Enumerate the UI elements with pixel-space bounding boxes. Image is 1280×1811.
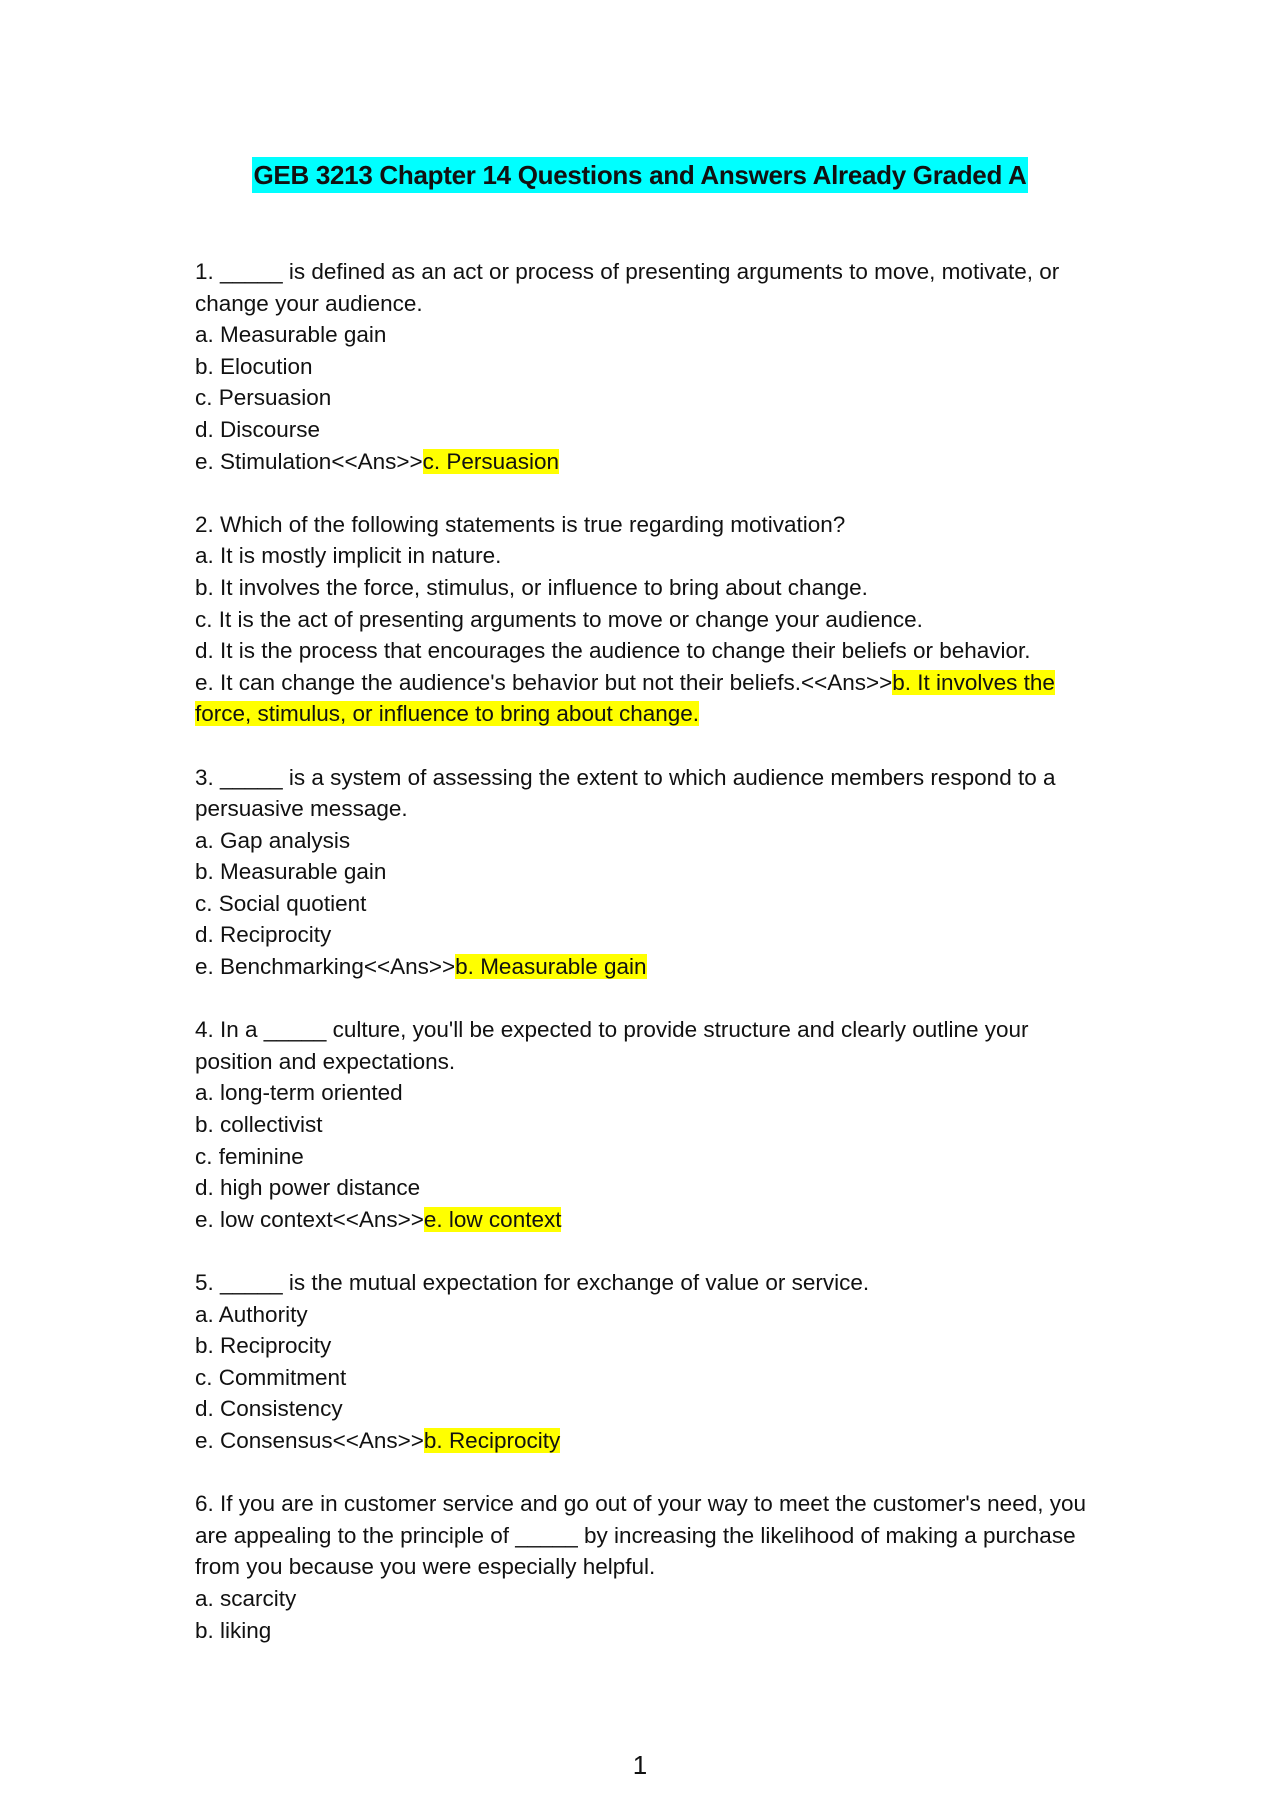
option-b: b. liking [195,1617,272,1643]
option-d: d. Consistency [195,1396,343,1422]
question-3 [195,762,1105,983]
option-b: b. Reciprocity [195,1333,332,1359]
option-d: d. high power distance [195,1175,421,1201]
question-6 [195,1488,1105,1646]
page-number: 1 [632,1750,648,1780]
answer-highlight: e. low context [423,1206,562,1232]
document-title: GEB 3213 Chapter 14 Questions and Answers Already Graded A [252,157,1029,193]
option-a: a. It is mostly implicit in nature. [195,543,502,569]
question-stem: 1. _____ is defined as an act or process of presenting arguments to move, motivate, or change your audience. [195,259,1060,316]
option-e: e. low context<<Ans>> [195,1206,424,1232]
option-a: a. Gap analysis [195,827,351,853]
answer-highlight: b. Reciprocity [423,1427,561,1453]
option-c: c. Social quotient [195,890,367,916]
option-c: c. Commitment [195,1364,347,1390]
option-e-with-answer [195,951,1105,983]
option-e-with-answer [195,446,1105,478]
option-d: d. Reciprocity [195,922,332,948]
option-c: c. It is the act of presenting arguments to move or change your audience. [195,606,923,632]
option-c: c. feminine [195,1143,304,1169]
option-d: d. Discourse [195,416,321,442]
title-wrap [0,157,1280,193]
question-stem: 5. _____ is the mutual expectation for exchange of value or service. [195,1270,870,1295]
option-e: e. It can change the audience's behavior but not their beliefs.<<Ans>> [195,669,893,695]
question-stem: 4. In a _____ culture, you'll be expected to provide structure and clearly outline your position and expectations. [195,1017,1029,1074]
option-b: b. Measurable gain [195,859,387,885]
question-2 [195,509,1105,730]
option-e: e. Stimulation<<Ans>> [195,448,423,474]
option-b: b. Elocution [195,353,313,379]
answer-highlight: b. Measurable gain [455,954,647,980]
answer-highlight: b. It involves the force, stimulus, or influence to bring about change. [195,669,1055,727]
question-stem: 3. _____ is a system of assessing the extent to which audience members respond to a persuasive message. [195,764,1056,822]
question-1 [195,256,1105,477]
option-d: d. It is the process that encourages the audience to change their beliefs or behavior. [195,638,1031,664]
option-e: e. Benchmarking<<Ans>> [195,954,456,980]
answer-highlight: c. Persuasion [422,448,559,474]
question-stem: 2. Which of the following statements is true regarding motivation? [195,511,846,537]
option-e-with-answer [195,1204,1105,1236]
option-c: c. Persuasion [195,385,332,411]
option-a: a. long-term oriented [195,1080,403,1106]
question-list [195,256,1105,1678]
option-e: e. Consensus<<Ans>> [195,1427,424,1453]
option-e-with-answer [195,667,1105,730]
option-b: b. It involves the force, stimulus, or influence to bring about change. [195,574,868,600]
option-a: a. Measurable gain [195,322,387,348]
question-stem: 6. If you are in customer service and go out of your way to meet the customer's need, you are appealing to the principle of _____ by increasing the likelihood of making a purchase from you because you were especially helpful. [195,1491,1087,1580]
option-e-with-answer [195,1425,1105,1457]
question-5 [195,1267,1105,1457]
option-a: a. Authority [195,1301,308,1327]
option-b: b. collectivist [195,1112,323,1138]
option-a: a. scarcity [195,1585,297,1611]
question-4 [195,1014,1105,1235]
